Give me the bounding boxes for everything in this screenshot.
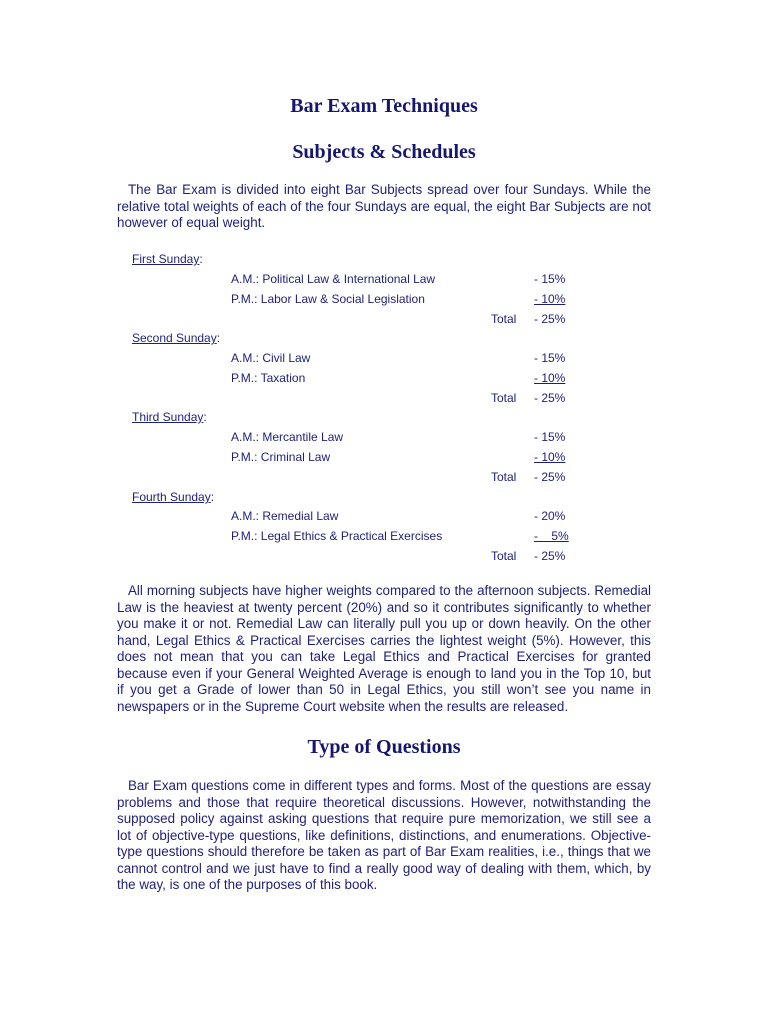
section-heading-subjects: Subjects & Schedules: [292, 141, 476, 163]
page-title: Bar Exam Techniques: [290, 95, 478, 117]
total-label: Total: [491, 549, 517, 563]
pm-percent: - 10%: [534, 450, 566, 464]
pm-percent: - 5%: [534, 529, 569, 543]
pm-subject: P.M.: Legal Ethics & Practical Exercises: [231, 529, 443, 543]
pm-subject: P.M.: Taxation: [231, 371, 306, 385]
sunday-label: Third Sunday:: [132, 410, 207, 424]
total-label: Total: [491, 312, 517, 326]
intro-text: The Bar Exam is divided into eight Bar Subjects spread over four Sundays. While the relative total weights of each of the four Sundays are equal, the eight Bar Subjects are not however of equal weight.: [117, 182, 651, 230]
am-percent: - 20%: [534, 509, 566, 523]
total-percent: - 25%: [534, 391, 566, 405]
pm-percent: - 10%: [534, 292, 566, 306]
pm-percent: - 10%: [534, 371, 566, 385]
total-label: Total: [491, 391, 517, 405]
am-subject: A.M.: Civil Law: [231, 351, 311, 365]
pm-subject: P.M.: Criminal Law: [231, 450, 331, 464]
questions-text: Bar Exam questions come in different types and forms. Most of the questions are essay problems and those that require theoretical discussions. However, notwithstanding the supposed policy against asking questions that require pure memorization, we still see a lot of objective-type questions, like definitions, distinctions, and enumerations. Objective-type questions should therefore be taken as part of Bar Exam realities, i.e., things that we cannot control and we just have to find a really good way of dealing with them, which, by the way, is one of the purposes of this book.: [117, 778, 651, 892]
sunday-label: Second Sunday:: [132, 331, 221, 345]
am-percent: - 15%: [534, 351, 566, 365]
sunday-label: First Sunday:: [132, 252, 203, 266]
total-label: Total: [491, 470, 517, 484]
questions-paragraph: [117, 778, 651, 894]
total-percent: - 25%: [534, 312, 566, 326]
pm-subject: P.M.: Labor Law & Social Legislation: [231, 292, 425, 306]
weights-paragraph: [117, 583, 651, 715]
am-percent: - 15%: [534, 430, 566, 444]
am-subject: A.M.: Remedial Law: [231, 509, 339, 523]
am-percent: - 15%: [534, 272, 566, 286]
am-subject: A.M.: Political Law & International Law: [231, 272, 436, 286]
total-percent: - 25%: [534, 470, 566, 484]
total-percent: - 25%: [534, 549, 566, 563]
weights-text: All morning subjects have higher weights compared to the afternoon subjects. Remedial Law is the heaviest at twenty percent (20%) and so it contributes significantly to whether you make it or not. Remedial Law can literally pull you up or down heavily. On the other hand, Legal Ethics & Practical Exercises carries the lightest weight (5%). However, this does not mean that you can take Legal Ethics and Practical Exercises for granted because even if your General Weighted Average is enough to land you in the Top 10, but if you get a Grade of lower than 50 in Legal Ethics, you still won’t see you name in newspapers or in the Supreme Court website when the results are released.: [117, 583, 651, 714]
section-heading-questions: Type of Questions: [307, 736, 461, 758]
am-subject: A.M.: Mercantile Law: [231, 430, 344, 444]
sunday-label: Fourth Sunday:: [132, 490, 215, 504]
intro-paragraph: [117, 182, 651, 232]
